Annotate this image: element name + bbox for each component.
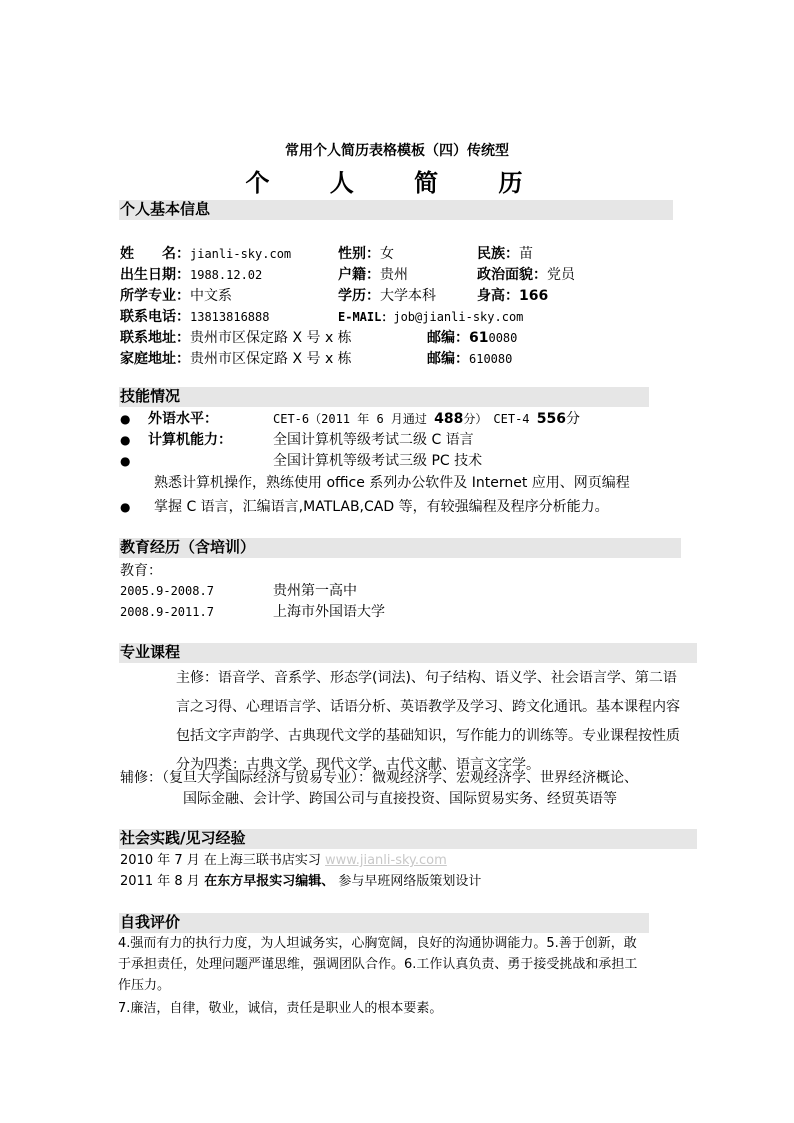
self-eval-block <box>118 933 637 1019</box>
section-bar-courses <box>119 643 697 663</box>
practice-date: 2011 年 8 月 <box>120 874 200 889</box>
minor-course-line-2: 国际金融、会计学、跨国公司与直接投资、国际贸易实务、经贸英语等 <box>183 791 617 807</box>
name-label: 姓 名： <box>120 246 190 262</box>
ethnic-value: 苗 <box>519 246 533 262</box>
phone-label: 联系电话： <box>120 309 190 325</box>
practice-date: 2010 年 7 月 <box>120 853 200 868</box>
email-value: job@jianli-sky.com <box>393 310 524 324</box>
height-label: 身高： <box>477 288 519 304</box>
major-label: 所学专业： <box>120 288 190 304</box>
practice-bold-text: 在东方早报实习编辑、 <box>199 874 335 889</box>
major-course-line: 言之习得、心理语言学、话语分析、英语教学及学习、跨文化通讯。基本课程内容 <box>176 699 680 715</box>
zip1-value-bold: 61 <box>469 330 489 346</box>
ethnic-label: 民族： <box>477 246 519 262</box>
practice-link[interactable]: www.jianli-sky.com <box>325 853 447 868</box>
edu-period: 2005.9-2008.7 <box>120 584 214 598</box>
program-line: 掌握 C 语言，汇编语言,MATLAB,CAD 等，有较强编程及程序分析能力。 <box>154 499 609 515</box>
edu-school: 贵州第一高中 <box>273 583 357 599</box>
home-value: 贵州市区保定路 X 号 x 栋 <box>190 351 352 367</box>
major-courses <box>176 664 680 780</box>
degree-label: 学历： <box>338 288 380 304</box>
major-course-line: 包括文字声韵学、古典现代文学的基础知识，写作能力的训练等。专业课程按性质 <box>176 728 680 744</box>
degree-value: 大学本科 <box>380 288 436 304</box>
major-course-line: 主修：语音学、音系学、形态学(词法)、句子结构、语义学、社会语言学、第二语 <box>176 670 677 686</box>
computer-value-2: 全国计算机等级考试三级 PC 技术 <box>273 453 483 469</box>
politics-label: 政治面貌： <box>477 267 547 283</box>
practice-text: 在上海三联书店实习 <box>199 853 326 868</box>
skills-block <box>120 409 680 519</box>
section-title-self: 自我评价 <box>120 913 181 931</box>
edu-period: 2008.9-2011.7 <box>120 605 214 619</box>
lang-label: 外语水平： <box>148 411 218 427</box>
bullet-icon: ● <box>120 412 131 426</box>
email-label: E-MAIL： <box>338 310 394 324</box>
bullet-icon: ● <box>120 500 131 514</box>
doc-subtitle: 常用个人简历表格模板（四）传统型 <box>285 143 509 159</box>
self-eval-line: 作压力。 <box>118 978 171 993</box>
phone-value: 13813816888 <box>190 310 270 324</box>
gender-value: 女 <box>380 246 394 262</box>
bullet-icon: ● <box>120 433 131 447</box>
lang-value: CET-6（2011 年 6 月通过 488分） CET-4 556分 <box>273 411 580 427</box>
section-title-basic: 个人基本信息 <box>120 200 211 218</box>
major-value: 中文系 <box>190 288 232 304</box>
zip1-value-rest: 0080 <box>488 331 518 345</box>
minor-course-line-1: 辅修：（复旦大学国际经济与贸易专业）：微观经济学、宏观经济学、世界经济概论、 <box>120 770 638 786</box>
section-title-skills: 技能情况 <box>120 387 181 405</box>
computer-value-1: 全国计算机等级考试二级 C 语言 <box>273 432 474 448</box>
practice-row-1 <box>120 851 447 871</box>
major-course-line: 分为四类：古典文学、现代文学、古代文献、语言文字学。 <box>176 757 540 773</box>
self-eval-line: 7.廉洁，自律，敬业，诚信，责任是职业人的根本要素。 <box>118 1001 443 1016</box>
birth-label: 出生日期： <box>120 267 190 283</box>
self-eval-line: 4.强而有力的执行力度，为人坦诚务实，心胸宽阔，良好的沟通协调能力。5.善于创新，敢 <box>118 936 637 951</box>
zip1-label: 邮编： <box>427 330 469 346</box>
practice-text: 参与早班网络版策划设计 <box>334 874 482 889</box>
edu-school: 上海市外国语大学 <box>273 604 385 620</box>
practice-row-2 <box>120 872 481 892</box>
name-value: jianli-sky.com <box>190 247 292 261</box>
hukou-value: 贵州 <box>380 267 408 283</box>
address-label: 联系地址： <box>120 330 190 346</box>
bullet-icon: ● <box>120 454 131 468</box>
section-title-courses: 专业课程 <box>120 643 181 661</box>
hukou-label: 户籍： <box>338 267 380 283</box>
edu-label: 教育： <box>120 563 162 579</box>
home-label: 家庭地址： <box>120 351 190 367</box>
section-bar-skills <box>119 387 649 407</box>
doc-title: 个 人 简 历 <box>245 168 549 197</box>
zip2-value: 610080 <box>469 352 513 366</box>
address-value: 贵州市区保定路 X 号 x 栋 <box>190 330 352 346</box>
gender-label: 性别： <box>338 246 380 262</box>
office-line: 熟悉计算机操作，熟练使用 office 系列办公软件及 Internet 应用、网页编程 <box>154 475 630 491</box>
zip2-label: 邮编： <box>427 351 469 367</box>
self-eval-line: 于承担责任，处理问题严谨思维，强调团队合作。6.工作认真负责、勇于接受挑战和承担工 <box>118 957 638 972</box>
height-value: 166 <box>519 288 549 304</box>
computer-label: 计算机能力： <box>148 432 232 448</box>
section-title-edu: 教育经历（含培训） <box>120 538 256 556</box>
section-title-practice: 社会实践/见习经验 <box>120 829 246 847</box>
section-bar-self <box>119 913 649 933</box>
birth-value: 1988.12.02 <box>190 268 263 282</box>
politics-value: 党员 <box>547 267 575 283</box>
